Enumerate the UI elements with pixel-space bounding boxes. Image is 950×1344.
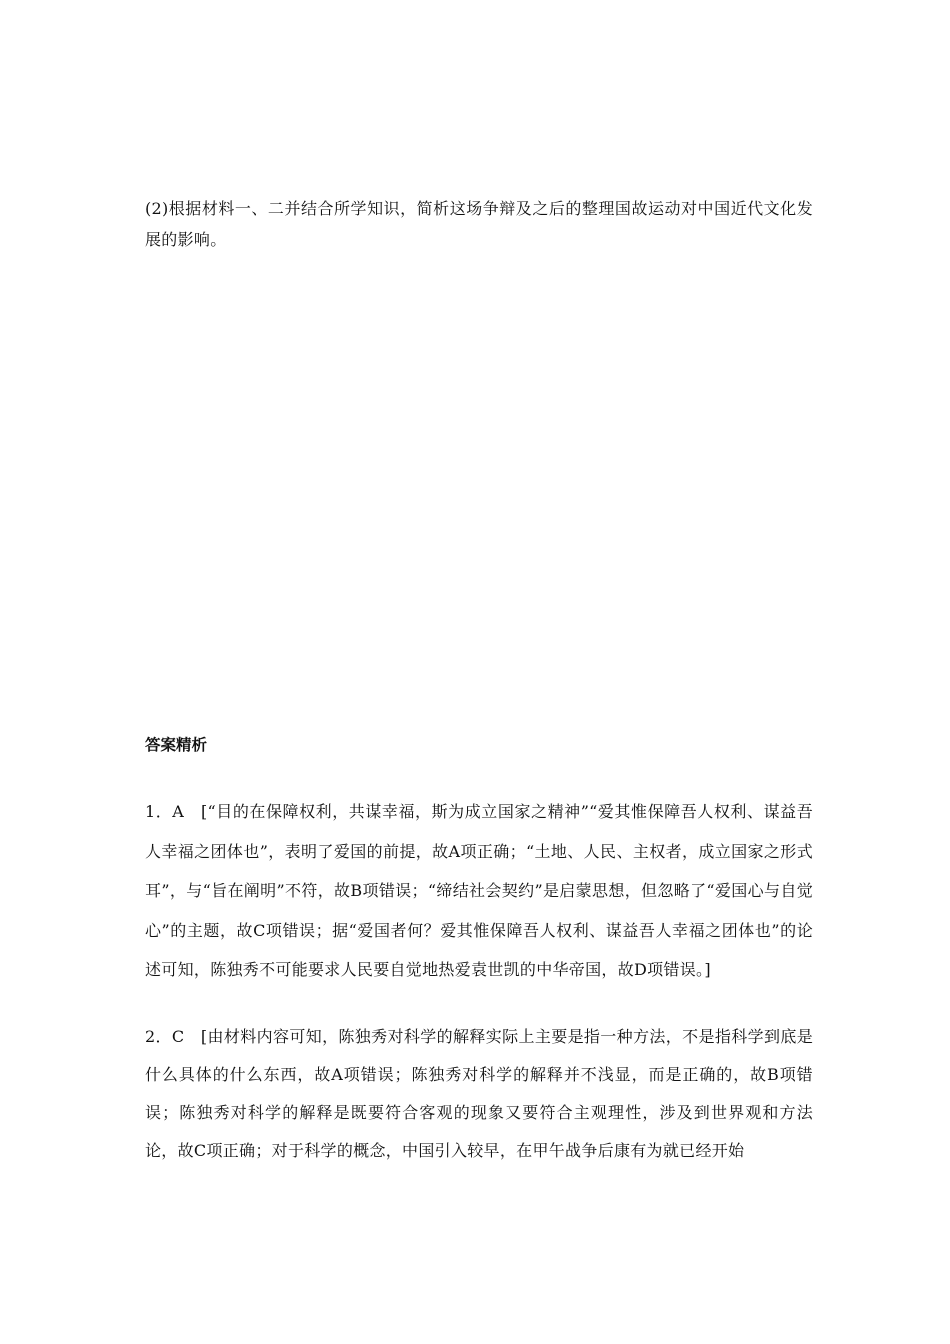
answer-item-1: 1．A [“目的在保障权利，共谋幸福，斯为成立国家之精神”“爱其惟保障吾人权利、谋益吾人幸福之团体也”，表明了爱国的前提，故A项正确；“土地、人民、主权者，成立国家之形式耳”，与“旨在阐明”不符，故B项错误；“缔结社会契约”是启蒙思想，但忽略了“爱国心与自觉心”的主题，故C项错误；据“爱国者何？爱其惟保障吾人权利、谋益吾人幸福之团体也”的论述可知，陈独秀不可能要求人民要自觉地热爱袁世凯的中华帝国，故D项错误。] bbox=[145, 802, 813, 979]
answers-heading: 答案精析 bbox=[145, 736, 208, 754]
question-paragraph: (2)根据材料一、二并结合所学知识，简析这场争辩及之后的整理国故运动对中国近代文化发展的影响。 bbox=[145, 199, 813, 249]
answer-item-2: 2．C [由材料内容可知，陈独秀对科学的解释实际上主要是指一种方法，不是指科学到底是什么具体的什么东西，故A项错误；陈独秀对科学的解释并不浅显，而是正确的，故B项错误；陈独秀对科学的解释是既要符合客观的现象又要符合主观理性，涉及到世界观和方法论，故C项正确；对于科学的概念，中国引入较早，在甲午战争后康有为就已经开始 bbox=[145, 1027, 813, 1160]
